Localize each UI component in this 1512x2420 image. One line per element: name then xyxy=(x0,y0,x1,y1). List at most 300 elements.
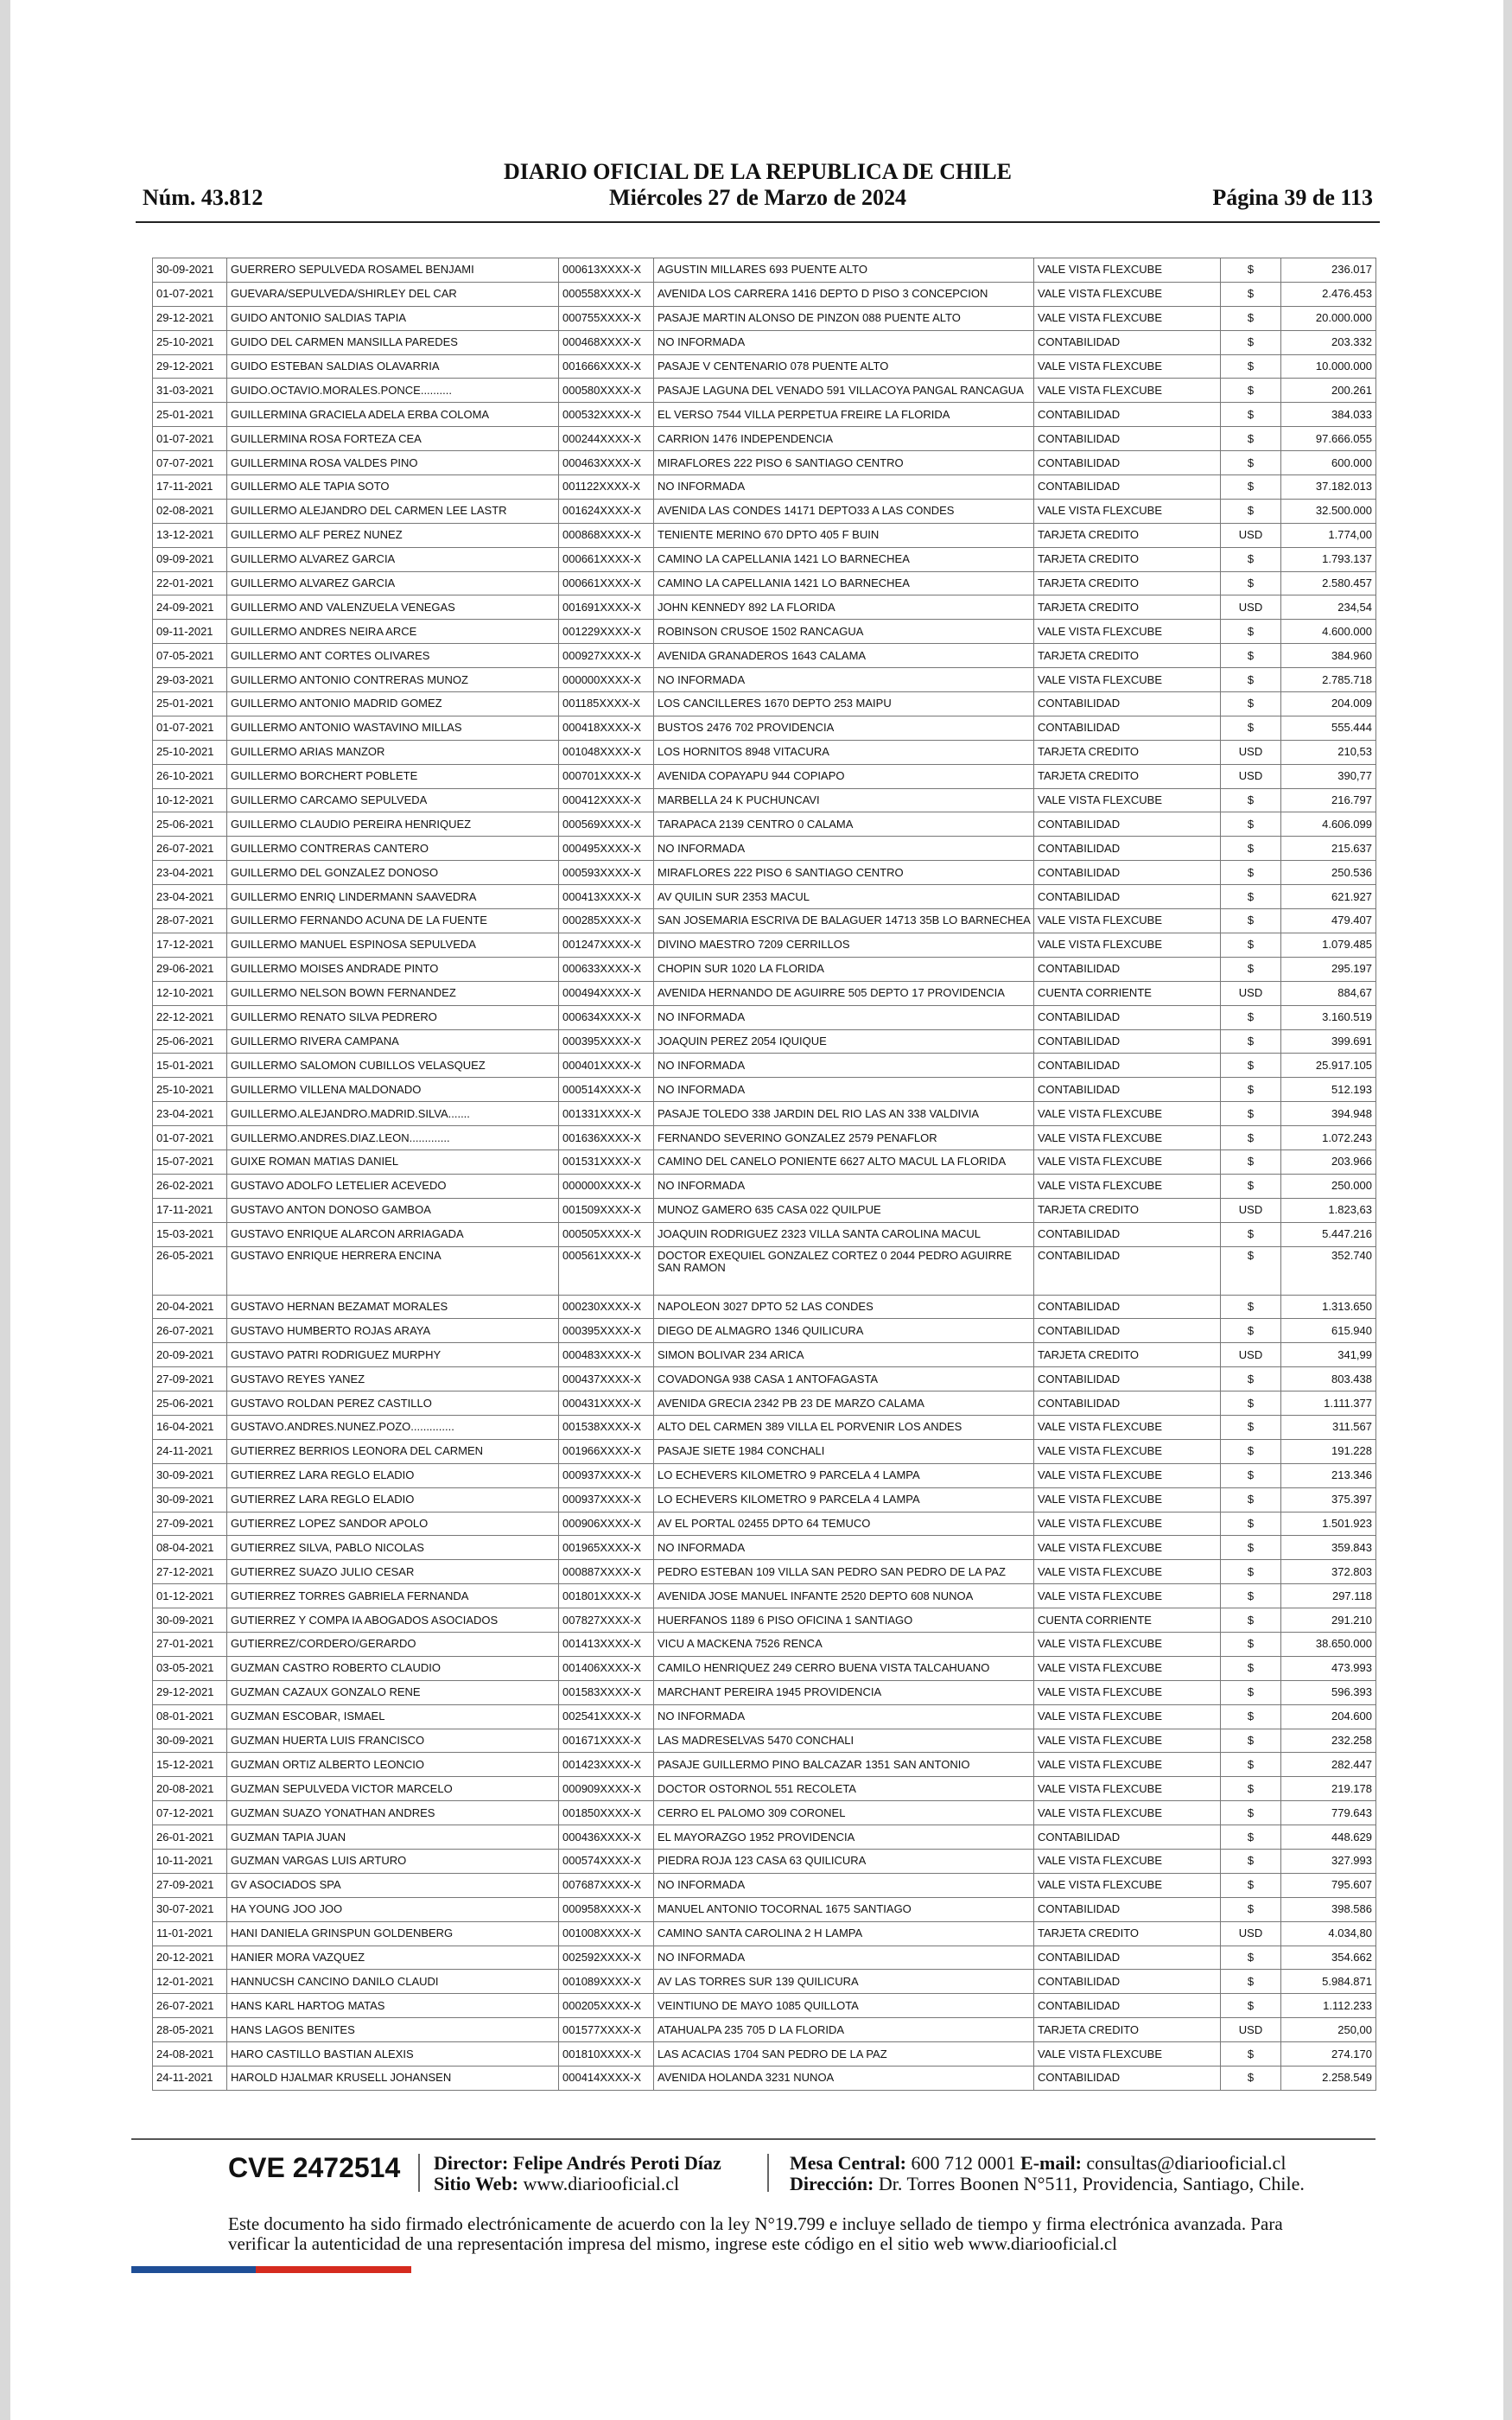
cell-address: NAPOLEON 3027 DPTO 52 LAS CONDES xyxy=(654,1295,1034,1319)
cell-currency: $ xyxy=(1221,1753,1281,1777)
cell-address: PASAJE LAGUNA DEL VENADO 591 VILLACOYA PANGAL RANCAGUA xyxy=(654,379,1034,403)
cell-name: GUILLERMO RIVERA CAMPANA xyxy=(227,1029,559,1054)
cell-currency: $ xyxy=(1221,1536,1281,1560)
cell-name: GUTIERREZ LOPEZ SANDOR APOLO xyxy=(227,1512,559,1536)
cell-currency: $ xyxy=(1221,1608,1281,1633)
cell-address: AVENIDA GRECIA 2342 PB 23 DE MARZO CALAMA xyxy=(654,1392,1034,1416)
cell-amount: 1.501.923 xyxy=(1281,1512,1376,1536)
cell-amount: 354.662 xyxy=(1281,1946,1376,1970)
cell-amount: 250.536 xyxy=(1281,861,1376,885)
cell-rut: 001966XXXX-X xyxy=(559,1439,654,1463)
table-row xyxy=(153,692,1376,716)
cell-currency: $ xyxy=(1221,1850,1281,1874)
cell-product: CONTABILIDAD xyxy=(1034,957,1221,981)
cell-date: 17-11-2021 xyxy=(153,1198,227,1222)
cell-amount: 327.993 xyxy=(1281,1850,1376,1874)
cell-name: GUZMAN VARGAS LUIS ARTURO xyxy=(227,1850,559,1874)
website-label: Sitio Web: xyxy=(434,2173,519,2194)
cell-rut: 001965XXXX-X xyxy=(559,1536,654,1560)
cell-currency: $ xyxy=(1221,547,1281,571)
cell-address: CAMINO LA CAPELLANIA 1421 LO BARNECHEA xyxy=(654,547,1034,571)
director-label: Director: xyxy=(434,2152,509,2174)
cell-date: 26-07-2021 xyxy=(153,1319,227,1343)
cell-rut: 000494XXXX-X xyxy=(559,981,654,1005)
header-rule xyxy=(136,221,1380,223)
table-row xyxy=(153,1946,1376,1970)
cell-address: AGUSTIN MILLARES 693 PUENTE ALTO xyxy=(654,258,1034,283)
cell-date: 11-01-2021 xyxy=(153,1921,227,1946)
cell-name: GUIXE ROMAN MATIAS DANIEL xyxy=(227,1150,559,1174)
cell-rut: 001423XXXX-X xyxy=(559,1753,654,1777)
cell-name: GUILLERMINA GRACIELA ADELA ERBA COLOMA xyxy=(227,403,559,427)
cell-product: VALE VISTA FLEXCUBE xyxy=(1034,354,1221,379)
cell-address: NO INFORMADA xyxy=(654,1054,1034,1078)
cell-product: VALE VISTA FLEXCUBE xyxy=(1034,1439,1221,1463)
cell-date: 20-04-2021 xyxy=(153,1295,227,1319)
table-row xyxy=(153,1078,1376,1102)
cell-product: CONTABILIDAD xyxy=(1034,861,1221,885)
table-row xyxy=(153,1392,1376,1416)
cell-address: PEDRO ESTEBAN 109 VILLA SAN PEDRO SAN PEDRO DE LA PAZ xyxy=(654,1560,1034,1584)
cell-currency: $ xyxy=(1221,788,1281,812)
cell-currency: $ xyxy=(1221,282,1281,306)
table-row xyxy=(153,2018,1376,2042)
cell-name: GUILLERMO MOISES ANDRADE PINTO xyxy=(227,957,559,981)
cell-name: GUILLERMO DEL GONZALEZ DONOSO xyxy=(227,861,559,885)
cell-rut: 000574XXXX-X xyxy=(559,1850,654,1874)
cell-address: NO INFORMADA xyxy=(654,1704,1034,1729)
cell-name: GUEVARA/SEPULVEDA/SHIRLEY DEL CAR xyxy=(227,282,559,306)
cell-amount: 512.193 xyxy=(1281,1078,1376,1102)
cell-rut: 001691XXXX-X xyxy=(559,595,654,620)
cell-currency: $ xyxy=(1221,1439,1281,1463)
cell-currency: $ xyxy=(1221,1656,1281,1680)
footer-divider xyxy=(767,2154,769,2192)
cell-currency: $ xyxy=(1221,451,1281,475)
cell-currency: $ xyxy=(1221,1150,1281,1174)
cell-amount: 38.650.000 xyxy=(1281,1632,1376,1656)
cell-name: GUILLERMO ALF PEREZ NUNEZ xyxy=(227,523,559,547)
cell-date: 22-12-2021 xyxy=(153,1005,227,1029)
cell-address: NO INFORMADA xyxy=(654,1078,1034,1102)
cell-date: 25-06-2021 xyxy=(153,812,227,837)
table-row xyxy=(153,403,1376,427)
cell-name: GUILLERMINA ROSA VALDES PINO xyxy=(227,451,559,475)
cell-rut: 001008XXXX-X xyxy=(559,1921,654,1946)
cell-amount: 200.261 xyxy=(1281,379,1376,403)
cell-amount: 1.774,00 xyxy=(1281,523,1376,547)
cell-rut: 000431XXXX-X xyxy=(559,1392,654,1416)
cell-currency: $ xyxy=(1221,1680,1281,1704)
table-row xyxy=(153,933,1376,957)
cell-product: VALE VISTA FLEXCUBE xyxy=(1034,1487,1221,1512)
cell-currency: $ xyxy=(1221,1970,1281,1994)
table-row xyxy=(153,861,1376,885)
address-text: Dr. Torres Boonen N°511, Providencia, Santiago, Chile. xyxy=(878,2173,1305,2194)
cell-rut: 001229XXXX-X xyxy=(559,620,654,644)
cell-product: CONTABILIDAD xyxy=(1034,1246,1221,1295)
cell-currency: USD xyxy=(1221,740,1281,764)
cell-date: 29-12-2021 xyxy=(153,354,227,379)
cell-name: GUSTAVO ADOLFO LETELIER ACEVEDO xyxy=(227,1174,559,1198)
table-row xyxy=(153,282,1376,306)
cell-amount: 2.476.453 xyxy=(1281,282,1376,306)
cell-address: LO ECHEVERS KILOMETRO 9 PARCELA 4 LAMPA xyxy=(654,1487,1034,1512)
cell-rut: 000230XXXX-X xyxy=(559,1295,654,1319)
table-row xyxy=(153,1704,1376,1729)
table-row xyxy=(153,499,1376,523)
cell-currency: $ xyxy=(1221,1029,1281,1054)
cell-address: CARRION 1476 INDEPENDENCIA xyxy=(654,427,1034,451)
table-row xyxy=(153,1054,1376,1078)
cell-amount: 1.079.485 xyxy=(1281,933,1376,957)
cell-address: NO INFORMADA xyxy=(654,668,1034,692)
table-row xyxy=(153,1102,1376,1126)
table-row xyxy=(153,1632,1376,1656)
issue-number: Núm. 43.812 xyxy=(143,185,264,210)
cell-name: GUILLERMO ANTONIO MADRID GOMEZ xyxy=(227,692,559,716)
cell-product: CONTABILIDAD xyxy=(1034,1994,1221,2018)
cell-address: MARCHANT PEREIRA 1945 PROVIDENCIA xyxy=(654,1680,1034,1704)
cell-product: VALE VISTA FLEXCUBE xyxy=(1034,1632,1221,1656)
cell-amount: 479.407 xyxy=(1281,909,1376,933)
cell-date: 15-07-2021 xyxy=(153,1150,227,1174)
table-row xyxy=(153,644,1376,668)
table-row xyxy=(153,547,1376,571)
cell-currency: $ xyxy=(1221,1946,1281,1970)
cell-product: TARJETA CREDITO xyxy=(1034,2018,1221,2042)
cell-rut: 000755XXXX-X xyxy=(559,306,654,330)
cell-product: CONTABILIDAD xyxy=(1034,2067,1221,2091)
cell-currency: $ xyxy=(1221,330,1281,354)
cell-currency: $ xyxy=(1221,933,1281,957)
table-row xyxy=(153,1150,1376,1174)
table-row xyxy=(153,1777,1376,1801)
cell-rut: 000395XXXX-X xyxy=(559,1319,654,1343)
cell-address: AVENIDA LOS CARRERA 1416 DEPTO D PISO 3 CONCEPCION xyxy=(654,282,1034,306)
cell-amount: 4.034,80 xyxy=(1281,1921,1376,1946)
cell-rut: 001185XXXX-X xyxy=(559,692,654,716)
cell-address: SAN JOSEMARIA ESCRIVA DE BALAGUER 14713 35B LO BARNECHEA xyxy=(654,909,1034,933)
table-row xyxy=(153,451,1376,475)
cell-amount: 372.803 xyxy=(1281,1560,1376,1584)
cell-address: CHOPIN SUR 1020 LA FLORIDA xyxy=(654,957,1034,981)
cell-rut: 001406XXXX-X xyxy=(559,1656,654,1680)
table-row xyxy=(153,2042,1376,2067)
cell-rut: 001048XXXX-X xyxy=(559,740,654,764)
cell-amount: 236.017 xyxy=(1281,258,1376,283)
table-row xyxy=(153,812,1376,837)
cell-address: LAS MADRESELVAS 5470 CONCHALI xyxy=(654,1729,1034,1753)
cell-name: GUILLERMO ALEJANDRO DEL CARMEN LEE LASTR xyxy=(227,499,559,523)
cell-name: HANI DANIELA GRINSPUN GOLDENBERG xyxy=(227,1921,559,1946)
footer-divider xyxy=(418,2154,420,2192)
cell-currency: $ xyxy=(1221,1512,1281,1536)
cell-amount: 1.072.243 xyxy=(1281,1126,1376,1150)
table-row xyxy=(153,2067,1376,2091)
cell-rut: 001850XXXX-X xyxy=(559,1801,654,1825)
cell-product: VALE VISTA FLEXCUBE xyxy=(1034,909,1221,933)
cell-rut: 000514XXXX-X xyxy=(559,1078,654,1102)
cell-rut: 000285XXXX-X xyxy=(559,909,654,933)
cell-date: 23-04-2021 xyxy=(153,1102,227,1126)
cell-address: DIEGO DE ALMAGRO 1346 QUILICURA xyxy=(654,1319,1034,1343)
cell-product: VALE VISTA FLEXCUBE xyxy=(1034,788,1221,812)
cell-product: VALE VISTA FLEXCUBE xyxy=(1034,1560,1221,1584)
cell-amount: 555.444 xyxy=(1281,716,1376,740)
cell-product: VALE VISTA FLEXCUBE xyxy=(1034,933,1221,957)
issue-date: Miércoles 27 de Marzo de 2024 xyxy=(609,185,906,210)
cell-product: CONTABILIDAD xyxy=(1034,716,1221,740)
cell-address: BUSTOS 2476 702 PROVIDENCIA xyxy=(654,716,1034,740)
cell-product: CUENTA CORRIENTE xyxy=(1034,1608,1221,1633)
cell-address: MANUEL ANTONIO TOCORNAL 1675 SANTIAGO xyxy=(654,1897,1034,1921)
email-link[interactable]: consultas@diariooficial.cl xyxy=(1086,2152,1286,2174)
cell-product: VALE VISTA FLEXCUBE xyxy=(1034,1704,1221,1729)
cell-address: AV EL PORTAL 02455 DPTO 64 TEMUCO xyxy=(654,1512,1034,1536)
cell-currency: $ xyxy=(1221,1054,1281,1078)
cell-date: 12-01-2021 xyxy=(153,1970,227,1994)
table-row xyxy=(153,957,1376,981)
cell-name: GUILLERMO AND VALENZUELA VENEGAS xyxy=(227,595,559,620)
cell-product: CONTABILIDAD xyxy=(1034,1078,1221,1102)
cell-rut: 000436XXXX-X xyxy=(559,1825,654,1850)
cell-name: GUTIERREZ/CORDERO/GERARDO xyxy=(227,1632,559,1656)
cell-date: 01-07-2021 xyxy=(153,1126,227,1150)
table-row xyxy=(153,475,1376,500)
director-line xyxy=(434,2152,721,2175)
cell-date: 20-09-2021 xyxy=(153,1343,227,1367)
cell-amount: 600.000 xyxy=(1281,451,1376,475)
cell-name: GUTIERREZ LARA REGLO ELADIO xyxy=(227,1463,559,1487)
cell-address: COVADONGA 938 CASA 1 ANTOFAGASTA xyxy=(654,1367,1034,1392)
table-row xyxy=(153,620,1376,644)
records-table-body xyxy=(153,258,1376,2091)
cell-name: GUILLERMO.ALEJANDRO.MADRID.SILVA....... xyxy=(227,1102,559,1126)
table-row xyxy=(153,1873,1376,1897)
cell-product: CONTABILIDAD xyxy=(1034,1367,1221,1392)
cell-date: 24-09-2021 xyxy=(153,595,227,620)
cell-date: 13-12-2021 xyxy=(153,523,227,547)
cell-amount: 448.629 xyxy=(1281,1825,1376,1850)
cell-currency: $ xyxy=(1221,1102,1281,1126)
cell-name: GUSTAVO REYES YANEZ xyxy=(227,1367,559,1392)
table-row xyxy=(153,330,1376,354)
cell-amount: 2.580.457 xyxy=(1281,571,1376,595)
cell-name: GUZMAN SUAZO YONATHAN ANDRES xyxy=(227,1801,559,1825)
table-row xyxy=(153,595,1376,620)
cell-name: GUILLERMO FERNANDO ACUNA DE LA FUENTE xyxy=(227,909,559,933)
cell-rut: 001583XXXX-X xyxy=(559,1680,654,1704)
cell-product: VALE VISTA FLEXCUBE xyxy=(1034,258,1221,283)
cell-rut: 000000XXXX-X xyxy=(559,668,654,692)
cell-address: TARAPACA 2139 CENTRO 0 CALAMA xyxy=(654,812,1034,837)
cell-product: VALE VISTA FLEXCUBE xyxy=(1034,1753,1221,1777)
cell-date: 30-07-2021 xyxy=(153,1897,227,1921)
cell-address: CAMINO LA CAPELLANIA 1421 LO BARNECHEA xyxy=(654,571,1034,595)
signature-disclaimer: Este documento ha sido firmado electrónicamente de acuerdo con la ley N°19.799 e incluye sellado de tiempo y firma electrónica avanzada. Para verificar la autenticidad de una representación impresa del mismo, ingrese este código en el sitio web www.diariooficial.cl xyxy=(228,2213,1283,2254)
cell-rut: 000000XXXX-X xyxy=(559,1174,654,1198)
cell-address: PASAJE V CENTENARIO 078 PUENTE ALTO xyxy=(654,354,1034,379)
table-row xyxy=(153,1246,1376,1295)
cell-rut: 000661XXXX-X xyxy=(559,571,654,595)
cell-amount: 297.118 xyxy=(1281,1584,1376,1608)
cell-product: VALE VISTA FLEXCUBE xyxy=(1034,668,1221,692)
cell-rut: 000909XXXX-X xyxy=(559,1777,654,1801)
cell-amount: 1.112.233 xyxy=(1281,1994,1376,2018)
cell-rut: 000532XXXX-X xyxy=(559,403,654,427)
cell-address: ALTO DEL CARMEN 389 VILLA EL PORVENIR LOS ANDES xyxy=(654,1415,1034,1439)
table-row xyxy=(153,1680,1376,1704)
cell-product: TARJETA CREDITO xyxy=(1034,740,1221,764)
cell-address: MIRAFLORES 222 PISO 6 SANTIAGO CENTRO xyxy=(654,451,1034,475)
cell-product: VALE VISTA FLEXCUBE xyxy=(1034,1512,1221,1536)
cell-date: 01-07-2021 xyxy=(153,716,227,740)
cell-rut: 001247XXXX-X xyxy=(559,933,654,957)
cell-product: TARJETA CREDITO xyxy=(1034,595,1221,620)
cell-rut: 001666XXXX-X xyxy=(559,354,654,379)
table-row xyxy=(153,1174,1376,1198)
cell-currency: $ xyxy=(1221,1560,1281,1584)
cell-product: VALE VISTA FLEXCUBE xyxy=(1034,499,1221,523)
cell-amount: 1.823,63 xyxy=(1281,1198,1376,1222)
cell-amount: 291.210 xyxy=(1281,1608,1376,1633)
cell-date: 24-11-2021 xyxy=(153,1439,227,1463)
cell-product: VALE VISTA FLEXCUBE xyxy=(1034,1656,1221,1680)
cell-address: PIEDRA ROJA 123 CASA 63 QUILICURA xyxy=(654,1850,1034,1874)
website-link[interactable]: www.diariooficial.cl xyxy=(523,2173,680,2194)
table-row xyxy=(153,668,1376,692)
cell-amount: 3.160.519 xyxy=(1281,1005,1376,1029)
cell-currency: USD xyxy=(1221,1343,1281,1367)
cell-date: 27-09-2021 xyxy=(153,1367,227,1392)
cell-amount: 311.567 xyxy=(1281,1415,1376,1439)
cell-name: GUILLERMO ANTONIO WASTAVINO MILLAS xyxy=(227,716,559,740)
cell-product: VALE VISTA FLEXCUBE xyxy=(1034,1801,1221,1825)
cell-currency: USD xyxy=(1221,595,1281,620)
cell-amount: 250,00 xyxy=(1281,2018,1376,2042)
cell-date: 28-05-2021 xyxy=(153,2018,227,2042)
cell-address: EL VERSO 7544 VILLA PERPETUA FREIRE LA FLORIDA xyxy=(654,403,1034,427)
cell-currency: $ xyxy=(1221,1729,1281,1753)
cell-date: 30-09-2021 xyxy=(153,1487,227,1512)
cell-currency: $ xyxy=(1221,475,1281,500)
table-row xyxy=(153,1536,1376,1560)
cell-rut: 001413XXXX-X xyxy=(559,1632,654,1656)
cell-name: GUTIERREZ BERRIOS LEONORA DEL CARMEN xyxy=(227,1439,559,1463)
cell-date: 26-02-2021 xyxy=(153,1174,227,1198)
cell-name: GUILLERMO VILLENA MALDONADO xyxy=(227,1078,559,1102)
cell-address: ROBINSON CRUSOE 1502 RANCAGUA xyxy=(654,620,1034,644)
table-row xyxy=(153,1656,1376,1680)
table-row xyxy=(153,1801,1376,1825)
cell-product: VALE VISTA FLEXCUBE xyxy=(1034,1584,1221,1608)
cell-currency: $ xyxy=(1221,1704,1281,1729)
cell-name: GUIDO ESTEBAN SALDIAS OLAVARRIA xyxy=(227,354,559,379)
cell-currency: $ xyxy=(1221,1367,1281,1392)
cell-date: 08-01-2021 xyxy=(153,1704,227,1729)
cell-date: 15-03-2021 xyxy=(153,1222,227,1246)
cell-rut: 000633XXXX-X xyxy=(559,957,654,981)
table-row xyxy=(153,306,1376,330)
cell-rut: 007827XXXX-X xyxy=(559,1608,654,1633)
cell-date: 29-12-2021 xyxy=(153,1680,227,1704)
cell-amount: 250.000 xyxy=(1281,1174,1376,1198)
table-row xyxy=(153,258,1376,283)
footer-rule xyxy=(131,2138,1375,2140)
cell-name: GUILLERMO NELSON BOWN FERNANDEZ xyxy=(227,981,559,1005)
cell-amount: 359.843 xyxy=(1281,1536,1376,1560)
cell-currency: $ xyxy=(1221,1994,1281,2018)
email-label: E-mail: xyxy=(1020,2152,1082,2174)
table-row xyxy=(153,1753,1376,1777)
cell-date: 25-06-2021 xyxy=(153,1392,227,1416)
cell-amount: 384.960 xyxy=(1281,644,1376,668)
cell-date: 10-11-2021 xyxy=(153,1850,227,1874)
cell-date: 01-12-2021 xyxy=(153,1584,227,1608)
cell-currency: $ xyxy=(1221,571,1281,595)
cve-code: CVE 2472514 xyxy=(228,2152,401,2183)
cell-date: 01-07-2021 xyxy=(153,427,227,451)
cell-name: HANIER MORA VAZQUEZ xyxy=(227,1946,559,1970)
table-row xyxy=(153,1897,1376,1921)
cell-address: AVENIDA COPAYAPU 944 COPIAPO xyxy=(654,764,1034,788)
cell-amount: 215.637 xyxy=(1281,837,1376,861)
cell-rut: 000634XXXX-X xyxy=(559,1005,654,1029)
cell-address: CAMILO HENRIQUEZ 249 CERRO BUENA VISTA TALCAHUANO xyxy=(654,1656,1034,1680)
cell-amount: 615.940 xyxy=(1281,1319,1376,1343)
cell-date: 02-08-2021 xyxy=(153,499,227,523)
table-row xyxy=(153,1343,1376,1367)
cell-rut: 002592XXXX-X xyxy=(559,1946,654,1970)
cell-name: HANS KARL HARTOG MATAS xyxy=(227,1994,559,2018)
cell-rut: 000483XXXX-X xyxy=(559,1343,654,1367)
cell-rut: 001577XXXX-X xyxy=(559,2018,654,2042)
cell-name: GUIDO DEL CARMEN MANSILLA PAREDES xyxy=(227,330,559,354)
cell-date: 07-05-2021 xyxy=(153,644,227,668)
cell-product: VALE VISTA FLEXCUBE xyxy=(1034,1463,1221,1487)
cell-name: GUZMAN ORTIZ ALBERTO LEONCIO xyxy=(227,1753,559,1777)
document-page xyxy=(10,0,1503,2420)
cell-rut: 002541XXXX-X xyxy=(559,1704,654,1729)
cell-address: MARBELLA 24 K PUCHUNCAVI xyxy=(654,788,1034,812)
cell-address: AV QUILIN SUR 2353 MACUL xyxy=(654,885,1034,909)
cell-name: GUILLERMO ARIAS MANZOR xyxy=(227,740,559,764)
table-row xyxy=(153,764,1376,788)
cell-product: CONTABILIDAD xyxy=(1034,1295,1221,1319)
cell-rut: 001531XXXX-X xyxy=(559,1150,654,1174)
cell-date: 08-04-2021 xyxy=(153,1536,227,1560)
cell-name: GUTIERREZ LARA REGLO ELADIO xyxy=(227,1487,559,1512)
cell-rut: 000937XXXX-X xyxy=(559,1463,654,1487)
cell-date: 25-06-2021 xyxy=(153,1029,227,1054)
cell-date: 30-09-2021 xyxy=(153,1608,227,1633)
table-row xyxy=(153,1729,1376,1753)
cell-product: VALE VISTA FLEXCUBE xyxy=(1034,379,1221,403)
cell-product: VALE VISTA FLEXCUBE xyxy=(1034,1174,1221,1198)
cell-name: GUSTAVO.ANDRES.NUNEZ.POZO.............. xyxy=(227,1415,559,1439)
cell-address: AVENIDA HERNANDO DE AGUIRRE 505 DEPTO 17 PROVIDENCIA xyxy=(654,981,1034,1005)
cell-name: GUZMAN ESCOBAR, ISMAEL xyxy=(227,1704,559,1729)
cell-currency: $ xyxy=(1221,1392,1281,1416)
mesa-label: Mesa Central: xyxy=(790,2152,907,2174)
cell-address: ATAHUALPA 235 705 D LA FLORIDA xyxy=(654,2018,1034,2042)
cell-rut: 000661XXXX-X xyxy=(559,547,654,571)
cell-product: TARJETA CREDITO xyxy=(1034,1343,1221,1367)
cell-address: AVENIDA GRANADEROS 1643 CALAMA xyxy=(654,644,1034,668)
table-row xyxy=(153,1825,1376,1850)
address-line xyxy=(790,2173,1305,2195)
